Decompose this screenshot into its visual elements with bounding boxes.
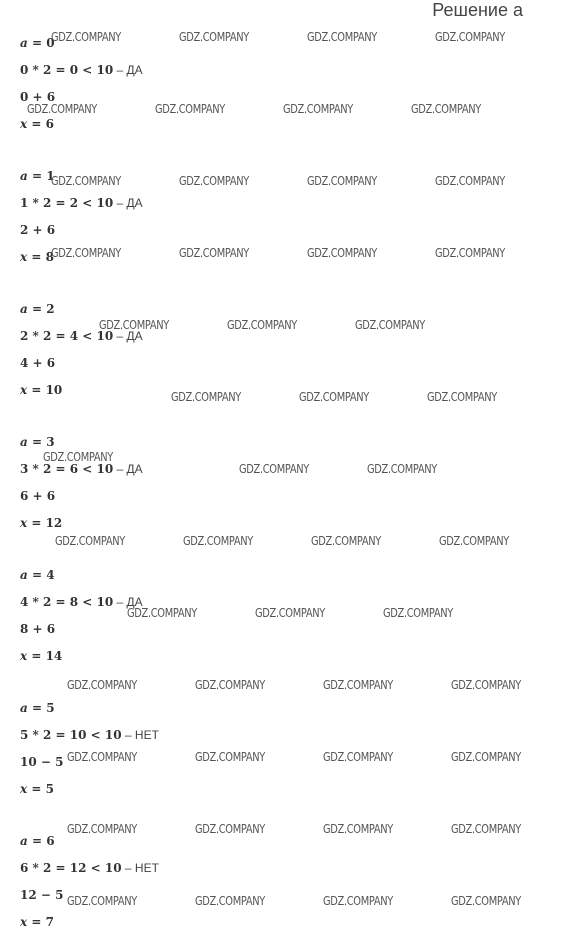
watermark-text: GDZ.COMPANY: [67, 750, 137, 764]
assign-a-line: a = 0: [20, 36, 55, 50]
watermark-text: GDZ.COMPANY: [451, 822, 521, 836]
operation-line: [20, 356, 55, 370]
result-x-line: x = 6: [20, 117, 54, 131]
watermark-text: GDZ.COMPANY: [179, 246, 249, 260]
watermark-text: GDZ.COMPANY: [367, 462, 437, 476]
var-x: x: [20, 250, 28, 264]
watermark-text: GDZ.COMPANY: [307, 246, 377, 260]
x-value: 5: [45, 782, 54, 796]
watermark-text: GDZ.COMPANY: [439, 534, 509, 548]
result-x-line: x = 12: [20, 516, 63, 530]
watermark-text: GDZ.COMPANY: [183, 534, 253, 548]
condition-line: [20, 462, 143, 476]
watermark-text: GDZ.COMPANY: [195, 678, 265, 692]
operation-expr: 8 + 6: [20, 622, 56, 636]
condition-line: [20, 728, 159, 742]
watermark-text: GDZ.COMPANY: [435, 246, 505, 260]
solution-title: Решение а: [432, 0, 523, 20]
var-x: x: [20, 915, 28, 929]
watermark-text: GDZ.COMPANY: [155, 102, 225, 116]
var-a: a: [20, 568, 28, 582]
operation-expr: 2 + 6: [20, 223, 56, 237]
watermark-text: GDZ.COMPANY: [127, 606, 197, 620]
condition-line: [20, 63, 143, 77]
x-value: 12: [45, 516, 63, 530]
watermark-text: GDZ.COMPANY: [195, 822, 265, 836]
watermark-text: GDZ.COMPANY: [227, 318, 297, 332]
watermark-text: GDZ.COMPANY: [323, 822, 393, 836]
watermark-text: GDZ.COMPANY: [67, 678, 137, 692]
condition-line: [20, 861, 159, 875]
watermark-text: GDZ.COMPANY: [435, 30, 505, 44]
watermark-text: GDZ.COMPANY: [239, 462, 309, 476]
watermark-text: GDZ.COMPANY: [323, 750, 393, 764]
assign-a-line: a = 4: [20, 568, 55, 582]
watermark-text: GDZ.COMPANY: [311, 534, 381, 548]
condition-line: [20, 196, 143, 210]
assign-a-line: a = 6: [20, 834, 55, 848]
watermark-text: GDZ.COMPANY: [435, 174, 505, 188]
watermark-text: GDZ.COMPANY: [255, 606, 325, 620]
assign-a-line: a = 5: [20, 701, 55, 715]
watermark-text: GDZ.COMPANY: [451, 894, 521, 908]
condition-expr: 2 * 2 = 4 < 10: [20, 329, 114, 343]
watermark-text: GDZ.COMPANY: [307, 174, 377, 188]
watermark-text: GDZ.COMPANY: [451, 678, 521, 692]
a-value: 2: [46, 302, 55, 316]
watermark-text: GDZ.COMPANY: [99, 318, 169, 332]
watermark-text: GDZ.COMPANY: [179, 30, 249, 44]
watermark-text: GDZ.COMPANY: [195, 894, 265, 908]
x-value: 6: [45, 117, 54, 131]
operation-expr: 0 + 6: [20, 90, 56, 104]
assign-a-line: a = 1: [20, 169, 55, 183]
operation-expr: 12 − 5: [20, 888, 64, 902]
condition-verdict: – НЕТ: [121, 728, 159, 742]
operation-line: [20, 223, 55, 237]
watermark-text: GDZ.COMPANY: [27, 102, 97, 116]
watermark-text: GDZ.COMPANY: [307, 30, 377, 44]
var-a: a: [20, 435, 28, 449]
a-value: 3: [46, 435, 55, 449]
result-x-line: x = 8: [20, 250, 54, 264]
assign-a-line: a = 2: [20, 302, 55, 316]
a-value: 1: [46, 169, 55, 183]
watermark-text: GDZ.COMPANY: [51, 30, 121, 44]
watermark-text: GDZ.COMPANY: [323, 678, 393, 692]
x-value: 14: [45, 649, 63, 663]
condition-verdict: – ДА: [113, 63, 143, 77]
condition-verdict: – ДА: [113, 595, 143, 609]
var-x: x: [20, 117, 28, 131]
x-value: 8: [45, 250, 54, 264]
var-x: x: [20, 649, 28, 663]
condition-line: [20, 595, 143, 609]
var-a: a: [20, 302, 28, 316]
watermark-text: GDZ.COMPANY: [171, 390, 241, 404]
condition-expr: 6 * 2 = 12 < 10: [20, 861, 122, 875]
condition-verdict: – ДА: [113, 196, 143, 210]
x-value: 7: [45, 915, 54, 929]
a-value: 0: [46, 36, 55, 50]
condition-verdict: – НЕТ: [121, 861, 159, 875]
a-value: 6: [46, 834, 55, 848]
result-x-line: x = 5: [20, 782, 54, 796]
var-a: a: [20, 169, 28, 183]
operation-expr: 4 + 6: [20, 356, 56, 370]
a-value: 5: [46, 701, 55, 715]
watermark-text: GDZ.COMPANY: [195, 750, 265, 764]
watermark-text: GDZ.COMPANY: [51, 174, 121, 188]
watermark-text: GDZ.COMPANY: [179, 174, 249, 188]
watermark-text: GDZ.COMPANY: [67, 822, 137, 836]
var-a: a: [20, 834, 28, 848]
watermark-text: GDZ.COMPANY: [383, 606, 453, 620]
watermark-text: GDZ.COMPANY: [427, 390, 497, 404]
watermark-text: GDZ.COMPANY: [283, 102, 353, 116]
result-x-line: x = 7: [20, 915, 54, 929]
condition-expr: 0 * 2 = 0 < 10: [20, 63, 114, 77]
operation-line: [20, 888, 63, 902]
watermark-text: GDZ.COMPANY: [55, 534, 125, 548]
watermark-text: GDZ.COMPANY: [67, 894, 137, 908]
watermark-text: GDZ.COMPANY: [43, 450, 113, 464]
watermark-text: GDZ.COMPANY: [323, 894, 393, 908]
condition-expr: 4 * 2 = 8 < 10: [20, 595, 114, 609]
var-x: x: [20, 516, 28, 530]
operation-line: [20, 489, 55, 503]
condition-expr: 1 * 2 = 2 < 10: [20, 196, 114, 210]
condition-verdict: – ДА: [113, 329, 143, 343]
operation-line: [20, 755, 63, 769]
assign-a-line: a = 3: [20, 435, 55, 449]
watermark-text: GDZ.COMPANY: [355, 318, 425, 332]
watermark-text: GDZ.COMPANY: [411, 102, 481, 116]
operation-expr: 10 − 5: [20, 755, 64, 769]
var-a: a: [20, 36, 28, 50]
watermark-text: GDZ.COMPANY: [51, 246, 121, 260]
operation-expr: 6 + 6: [20, 489, 56, 503]
result-x-line: x = 10: [20, 383, 63, 397]
var-x: x: [20, 782, 28, 796]
condition-expr: 5 * 2 = 10 < 10: [20, 728, 122, 742]
watermark-text: GDZ.COMPANY: [451, 750, 521, 764]
watermark-text: GDZ.COMPANY: [299, 390, 369, 404]
result-x-line: x = 14: [20, 649, 63, 663]
condition-verdict: – ДА: [113, 462, 143, 476]
a-value: 4: [46, 568, 55, 582]
operation-line: [20, 622, 55, 636]
var-a: a: [20, 701, 28, 715]
condition-expr: 3 * 2 = 6 < 10: [20, 462, 114, 476]
var-x: x: [20, 383, 28, 397]
x-value: 10: [45, 383, 63, 397]
